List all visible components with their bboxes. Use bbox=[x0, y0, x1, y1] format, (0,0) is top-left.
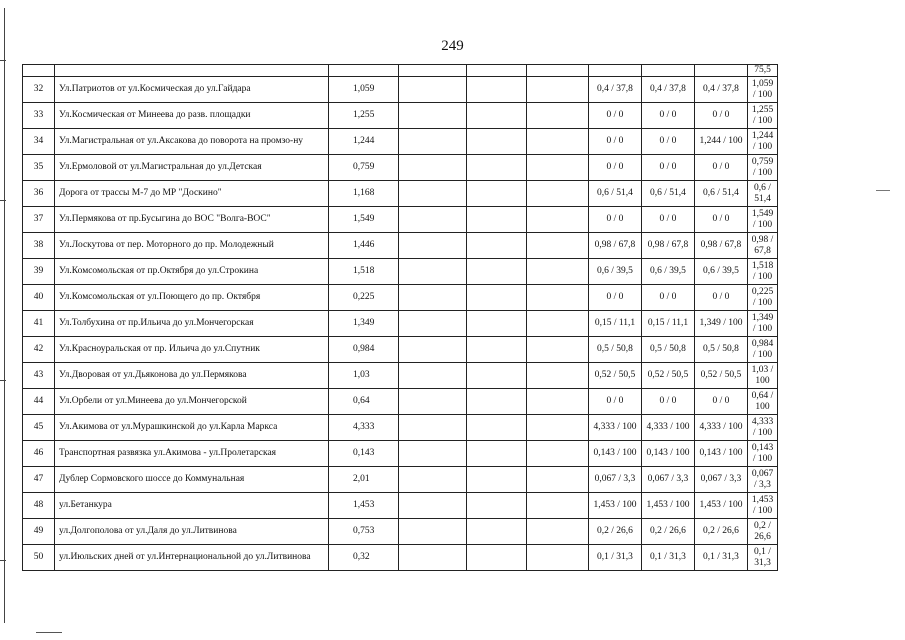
value-cell: 0,6 / 39,5 bbox=[589, 259, 642, 285]
empty-cell bbox=[527, 519, 589, 545]
empty-cell bbox=[467, 493, 527, 519]
value-cell: 0 / 0 bbox=[642, 285, 695, 311]
road-name: Дорога от трассы М-7 до МР "Доскино" bbox=[55, 181, 329, 207]
table-cell bbox=[527, 65, 589, 77]
value-cell: 0,5 / 50,8 bbox=[642, 337, 695, 363]
value-cell: 0,143 / 100 bbox=[589, 441, 642, 467]
row-number: 50 bbox=[23, 545, 55, 571]
table-row bbox=[23, 207, 778, 233]
empty-cell bbox=[467, 103, 527, 129]
road-name: Ул.Красноуральская от пр. Ильича до ул.Спутник bbox=[55, 337, 329, 363]
value-cell: 0 / 0 bbox=[695, 155, 748, 181]
margin-mark bbox=[876, 190, 890, 191]
table-cell bbox=[399, 65, 467, 77]
value-cell: 1,453 / 100 bbox=[642, 493, 695, 519]
value-cell: 0,4 / 37,8 bbox=[642, 77, 695, 103]
road-length: 1,349 bbox=[329, 311, 399, 337]
empty-cell bbox=[527, 389, 589, 415]
road-length: 1,244 bbox=[329, 129, 399, 155]
road-length: 0,753 bbox=[329, 519, 399, 545]
value-cell: 4,333 / 100 bbox=[748, 415, 778, 441]
value-cell: 0,6 / 51,4 bbox=[642, 181, 695, 207]
value-cell: 4,333 / 100 bbox=[695, 415, 748, 441]
value-cell: 0,15 / 11,1 bbox=[642, 311, 695, 337]
carryover-value: 75,5 bbox=[748, 65, 778, 77]
empty-cell bbox=[467, 363, 527, 389]
road-length: 1,168 bbox=[329, 181, 399, 207]
empty-cell bbox=[399, 389, 467, 415]
value-cell: 0,1 / 31,3 bbox=[642, 545, 695, 571]
road-length: 1,518 bbox=[329, 259, 399, 285]
value-cell: 0,5 / 50,8 bbox=[695, 337, 748, 363]
value-cell: 0 / 0 bbox=[589, 103, 642, 129]
road-name: Ул.Магистральная от ул.Аксакова до поворота на промзо-ну bbox=[55, 129, 329, 155]
road-name: Дублер Сормовского шоссе до Коммунальная bbox=[55, 467, 329, 493]
row-number: 39 bbox=[23, 259, 55, 285]
value-cell: 0,98 / 67,8 bbox=[695, 233, 748, 259]
value-cell: 0,5 / 50,8 bbox=[589, 337, 642, 363]
margin-tick bbox=[0, 560, 6, 561]
bottom-rule bbox=[36, 632, 62, 633]
empty-cell bbox=[527, 545, 589, 571]
table-cell bbox=[695, 65, 748, 77]
empty-cell bbox=[467, 207, 527, 233]
empty-cell bbox=[467, 519, 527, 545]
value-cell: 0 / 0 bbox=[642, 155, 695, 181]
empty-cell bbox=[399, 233, 467, 259]
value-cell: 0,64 / 100 bbox=[748, 389, 778, 415]
empty-cell bbox=[399, 181, 467, 207]
empty-cell bbox=[467, 181, 527, 207]
value-cell: 1,059 / 100 bbox=[748, 77, 778, 103]
empty-cell bbox=[399, 155, 467, 181]
value-cell: 0,6 / 39,5 bbox=[642, 259, 695, 285]
value-cell: 0,6 / 51,4 bbox=[695, 181, 748, 207]
table-row bbox=[23, 181, 778, 207]
value-cell: 1,244 / 100 bbox=[748, 129, 778, 155]
empty-cell bbox=[527, 493, 589, 519]
value-cell: 1,349 / 100 bbox=[695, 311, 748, 337]
table-cell bbox=[23, 65, 55, 77]
empty-cell bbox=[527, 77, 589, 103]
road-name: ул.Долгополова от ул.Даля до ул.Литвинова bbox=[55, 519, 329, 545]
empty-cell bbox=[467, 285, 527, 311]
road-length: 2,01 bbox=[329, 467, 399, 493]
value-cell: 1,453 / 100 bbox=[589, 493, 642, 519]
table-cell bbox=[467, 65, 527, 77]
empty-cell bbox=[527, 259, 589, 285]
value-cell: 0,15 / 11,1 bbox=[589, 311, 642, 337]
empty-cell bbox=[527, 207, 589, 233]
value-cell: 0,225 / 100 bbox=[748, 285, 778, 311]
empty-cell bbox=[399, 337, 467, 363]
value-cell: 0,759 / 100 bbox=[748, 155, 778, 181]
road-name: Транспортная развязка ул.Акимова - ул.Пролетарская bbox=[55, 441, 329, 467]
road-name: Ул.Орбели от ул.Минеева до ул.Мончегорской bbox=[55, 389, 329, 415]
value-cell: 0 / 0 bbox=[642, 103, 695, 129]
table-container bbox=[22, 64, 778, 571]
value-cell: 0 / 0 bbox=[589, 155, 642, 181]
table-row bbox=[23, 389, 778, 415]
value-cell: 0,143 / 100 bbox=[695, 441, 748, 467]
value-cell: 0 / 0 bbox=[589, 285, 642, 311]
value-cell: 4,333 / 100 bbox=[642, 415, 695, 441]
empty-cell bbox=[399, 493, 467, 519]
value-cell: 0,4 / 37,8 bbox=[589, 77, 642, 103]
row-number: 47 bbox=[23, 467, 55, 493]
table-row bbox=[23, 77, 778, 103]
margin-tick bbox=[0, 200, 6, 201]
road-name: Ул.Ермоловой от ул.Магистральная до ул.Детская bbox=[55, 155, 329, 181]
empty-cell bbox=[399, 311, 467, 337]
table-cell bbox=[329, 65, 399, 77]
value-cell: 0,2 / 26,6 bbox=[642, 519, 695, 545]
row-number: 45 bbox=[23, 415, 55, 441]
empty-cell bbox=[467, 311, 527, 337]
roads-table bbox=[22, 64, 778, 571]
value-cell: 1,453 / 100 bbox=[695, 493, 748, 519]
empty-cell bbox=[467, 77, 527, 103]
carryover-row bbox=[23, 65, 778, 77]
value-cell: 0 / 0 bbox=[589, 129, 642, 155]
value-cell: 0,1 / 31,3 bbox=[695, 545, 748, 571]
value-cell: 0 / 0 bbox=[642, 389, 695, 415]
value-cell: 0,6 / 51,4 bbox=[748, 181, 778, 207]
table-row bbox=[23, 155, 778, 181]
value-cell: 0 / 0 bbox=[589, 207, 642, 233]
value-cell: 1,549 / 100 bbox=[748, 207, 778, 233]
value-cell: 4,333 / 100 bbox=[589, 415, 642, 441]
row-number: 43 bbox=[23, 363, 55, 389]
road-name: ул.Июльских дней от ул.Интернациональной до ул.Литвинова bbox=[55, 545, 329, 571]
value-cell: 0,1 / 31,3 bbox=[748, 545, 778, 571]
road-length: 1,059 bbox=[329, 77, 399, 103]
value-cell: 0,98 / 67,8 bbox=[748, 233, 778, 259]
row-number: 46 bbox=[23, 441, 55, 467]
road-length: 0,984 bbox=[329, 337, 399, 363]
empty-cell bbox=[399, 467, 467, 493]
table-row bbox=[23, 311, 778, 337]
table-row bbox=[23, 285, 778, 311]
road-length: 0,32 bbox=[329, 545, 399, 571]
value-cell: 0,2 / 26,6 bbox=[748, 519, 778, 545]
row-number: 35 bbox=[23, 155, 55, 181]
value-cell: 1,03 / 100 bbox=[748, 363, 778, 389]
road-name: Ул.Космическая от Минеева до разв. площадки bbox=[55, 103, 329, 129]
empty-cell bbox=[399, 77, 467, 103]
row-number: 42 bbox=[23, 337, 55, 363]
row-number: 41 bbox=[23, 311, 55, 337]
empty-cell bbox=[467, 545, 527, 571]
empty-cell bbox=[399, 129, 467, 155]
empty-cell bbox=[527, 155, 589, 181]
value-cell: 0,4 / 37,8 bbox=[695, 77, 748, 103]
road-length: 1,255 bbox=[329, 103, 399, 129]
road-name: Ул.Лоскутова от пер. Моторного до пр. Молодежный bbox=[55, 233, 329, 259]
road-name: Ул.Комсомольская от пр.Октября до ул.Строкина bbox=[55, 259, 329, 285]
table-row bbox=[23, 259, 778, 285]
empty-cell bbox=[399, 259, 467, 285]
page-number: 249 bbox=[441, 38, 464, 54]
table-cell bbox=[55, 65, 329, 77]
value-cell: 0,067 / 3,3 bbox=[748, 467, 778, 493]
row-number: 38 bbox=[23, 233, 55, 259]
road-length: 0,225 bbox=[329, 285, 399, 311]
empty-cell bbox=[527, 103, 589, 129]
table-row bbox=[23, 467, 778, 493]
empty-cell bbox=[399, 285, 467, 311]
value-cell: 0,6 / 51,4 bbox=[589, 181, 642, 207]
value-cell: 0,067 / 3,3 bbox=[695, 467, 748, 493]
value-cell: 0,2 / 26,6 bbox=[695, 519, 748, 545]
row-number: 34 bbox=[23, 129, 55, 155]
table-row bbox=[23, 129, 778, 155]
road-length: 1,446 bbox=[329, 233, 399, 259]
empty-cell bbox=[467, 389, 527, 415]
empty-cell bbox=[467, 233, 527, 259]
empty-cell bbox=[467, 337, 527, 363]
empty-cell bbox=[527, 233, 589, 259]
table-row bbox=[23, 415, 778, 441]
empty-cell bbox=[527, 415, 589, 441]
empty-cell bbox=[399, 207, 467, 233]
value-cell: 0 / 0 bbox=[695, 389, 748, 415]
left-margin-rule bbox=[4, 8, 5, 623]
road-name: Ул.Акимова от ул.Мурашкинской до ул.Карла Маркса bbox=[55, 415, 329, 441]
row-number: 33 bbox=[23, 103, 55, 129]
road-length: 0,64 bbox=[329, 389, 399, 415]
value-cell: 0 / 0 bbox=[642, 207, 695, 233]
value-cell: 1,349 / 100 bbox=[748, 311, 778, 337]
empty-cell bbox=[399, 441, 467, 467]
row-number: 49 bbox=[23, 519, 55, 545]
value-cell: 0,067 / 3,3 bbox=[642, 467, 695, 493]
value-cell: 1,244 / 100 bbox=[695, 129, 748, 155]
row-number: 40 bbox=[23, 285, 55, 311]
road-name: Ул.Патриотов от ул.Космическая до ул.Гайдара bbox=[55, 77, 329, 103]
value-cell: 0,6 / 39,5 bbox=[695, 259, 748, 285]
empty-cell bbox=[467, 155, 527, 181]
table-row bbox=[23, 441, 778, 467]
empty-cell bbox=[399, 415, 467, 441]
empty-cell bbox=[399, 103, 467, 129]
table-cell bbox=[642, 65, 695, 77]
road-length: 1,549 bbox=[329, 207, 399, 233]
row-number: 32 bbox=[23, 77, 55, 103]
value-cell: 0 / 0 bbox=[642, 129, 695, 155]
margin-tick bbox=[0, 380, 6, 381]
empty-cell bbox=[467, 259, 527, 285]
table-body bbox=[23, 65, 778, 571]
row-number: 36 bbox=[23, 181, 55, 207]
value-cell: 1,453 / 100 bbox=[748, 493, 778, 519]
value-cell: 0,98 / 67,8 bbox=[642, 233, 695, 259]
row-number: 48 bbox=[23, 493, 55, 519]
value-cell: 1,518 / 100 bbox=[748, 259, 778, 285]
value-cell: 0 / 0 bbox=[695, 285, 748, 311]
empty-cell bbox=[467, 441, 527, 467]
table-row bbox=[23, 337, 778, 363]
empty-cell bbox=[467, 415, 527, 441]
road-length: 1,453 bbox=[329, 493, 399, 519]
road-name: Ул.Комсомольская от ул.Поющего до пр. Октября bbox=[55, 285, 329, 311]
row-number: 44 bbox=[23, 389, 55, 415]
empty-cell bbox=[527, 467, 589, 493]
empty-cell bbox=[527, 441, 589, 467]
margin-tick bbox=[0, 60, 6, 61]
road-name: Ул.Дворовая от ул.Дьяконова до ул.Пермякова bbox=[55, 363, 329, 389]
road-length: 4,333 bbox=[329, 415, 399, 441]
empty-cell bbox=[467, 129, 527, 155]
value-cell: 0,143 / 100 bbox=[748, 441, 778, 467]
row-number: 37 bbox=[23, 207, 55, 233]
table-row bbox=[23, 493, 778, 519]
empty-cell bbox=[467, 467, 527, 493]
value-cell: 0,1 / 31,3 bbox=[589, 545, 642, 571]
value-cell: 0,98 / 67,8 bbox=[589, 233, 642, 259]
empty-cell bbox=[527, 181, 589, 207]
empty-cell bbox=[527, 129, 589, 155]
table-cell bbox=[589, 65, 642, 77]
value-cell: 1,255 / 100 bbox=[748, 103, 778, 129]
table-row bbox=[23, 363, 778, 389]
empty-cell bbox=[399, 545, 467, 571]
road-name: ул.Бетанкура bbox=[55, 493, 329, 519]
road-length: 1,03 bbox=[329, 363, 399, 389]
value-cell: 0,2 / 26,6 bbox=[589, 519, 642, 545]
table-row bbox=[23, 103, 778, 129]
value-cell: 0 / 0 bbox=[695, 103, 748, 129]
table-row bbox=[23, 233, 778, 259]
table-row bbox=[23, 519, 778, 545]
road-name: Ул.Пермякова от пр.Бусыгина до ВОС "Волга-ВОС" bbox=[55, 207, 329, 233]
value-cell: 0,52 / 50,5 bbox=[642, 363, 695, 389]
value-cell: 0 / 0 bbox=[589, 389, 642, 415]
value-cell: 0,143 / 100 bbox=[642, 441, 695, 467]
empty-cell bbox=[399, 363, 467, 389]
empty-cell bbox=[527, 363, 589, 389]
value-cell: 0,52 / 50,5 bbox=[695, 363, 748, 389]
table-row bbox=[23, 545, 778, 571]
empty-cell bbox=[527, 337, 589, 363]
road-length: 0,143 bbox=[329, 441, 399, 467]
value-cell: 0,067 / 3,3 bbox=[589, 467, 642, 493]
value-cell: 0 / 0 bbox=[695, 207, 748, 233]
empty-cell bbox=[527, 285, 589, 311]
value-cell: 0,52 / 50,5 bbox=[589, 363, 642, 389]
value-cell: 0,984 / 100 bbox=[748, 337, 778, 363]
road-length: 0,759 bbox=[329, 155, 399, 181]
road-name: Ул.Толбухина от пр.Ильича до ул.Мончегорская bbox=[55, 311, 329, 337]
empty-cell bbox=[527, 311, 589, 337]
empty-cell bbox=[399, 519, 467, 545]
